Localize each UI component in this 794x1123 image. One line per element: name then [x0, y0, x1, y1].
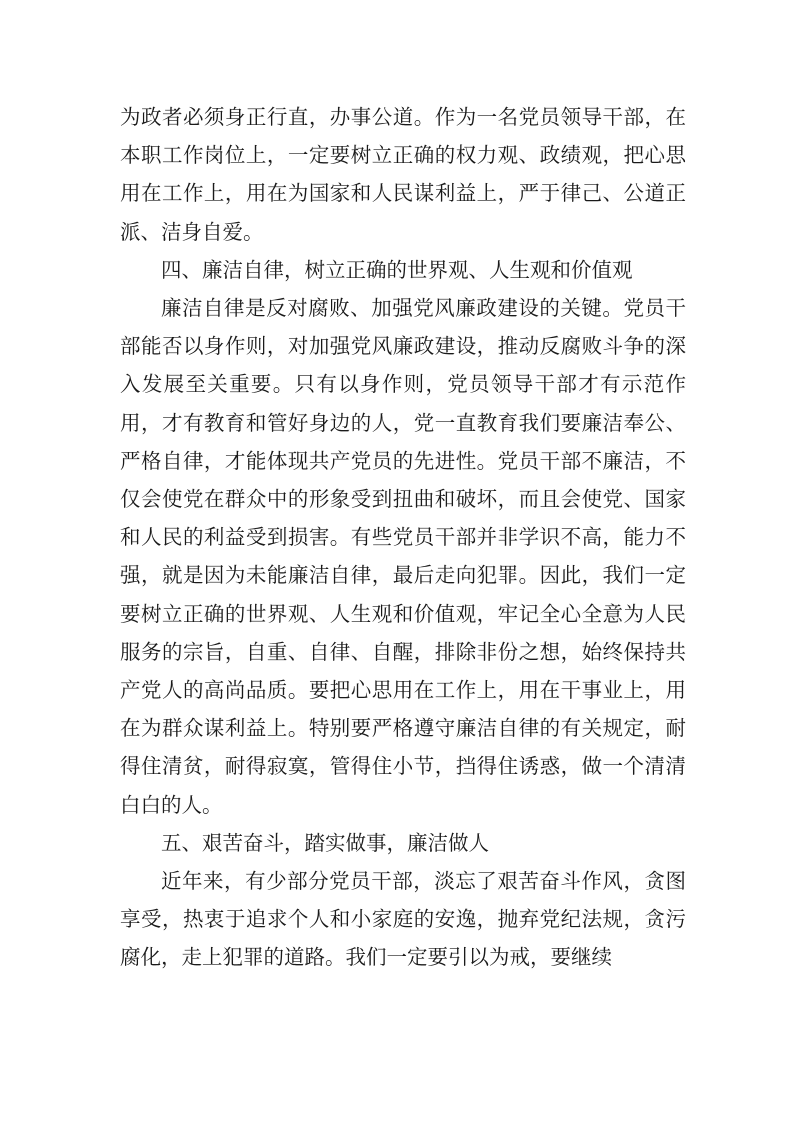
body-paragraph: 廉洁自律是反对腐败、加强党风廉政建设的关键。党员干部能否以身作则，对加强党风廉政建设，推动反腐败斗争的深入发展至关重要。只有以身作则，党员领导干部才有示范作用，才有教育和管好身边的人，党一直教育我们要廉洁奉公、严格自律，才能体现共产党员的先进性。党员干部不廉洁，不仅会使党在群众中的形象受到扭曲和破坏，而且会使党、国家和人民的利益受到损害。有些党员干部并非学识不高，能力不强，就是因为未能廉洁自律，最后走向犯罪。因此，我们一定要树立正确的世界观、人生观和价值观，牢记全心全意为人民服务的宗旨，自重、自律、自醒，排除非份之想，始终保持共产党人的高尚品质。要把心思用在工作上，用在干事业上，用在为群众谋利益上。特别要严格遵守廉洁自律的有关规定，耐得住清贫，耐得寂寞，管得住小节，挡得住诱惑，做一个清清白白的人。 [120, 296, 686, 817]
body-paragraph: 近年来，有少部分党员干部，淡忘了艰苦奋斗作风，贪图享受，热衷于追求个人和小家庭的安逸，抛弃党纪法规，贪污腐化，走上犯罪的道路。我们一定要引以为戒，要继续 [120, 869, 686, 970]
section-heading: 五、艰苦奋斗，踏实做事，廉洁做人 [161, 830, 489, 855]
body-paragraph: 为政者必须身正行直，办事公道。作为一名党员领导干部，在本职工作岗位上，一定要树立正确的权力观、政绩观，把心思用在工作上，用在为国家和人民谋利益上，严于律己、公道正派、洁身自爱。 [120, 105, 686, 244]
section-heading: 四、廉洁自律，树立正确的世界观、人生观和价值观 [161, 257, 633, 282]
document-body [120, 98, 686, 977]
